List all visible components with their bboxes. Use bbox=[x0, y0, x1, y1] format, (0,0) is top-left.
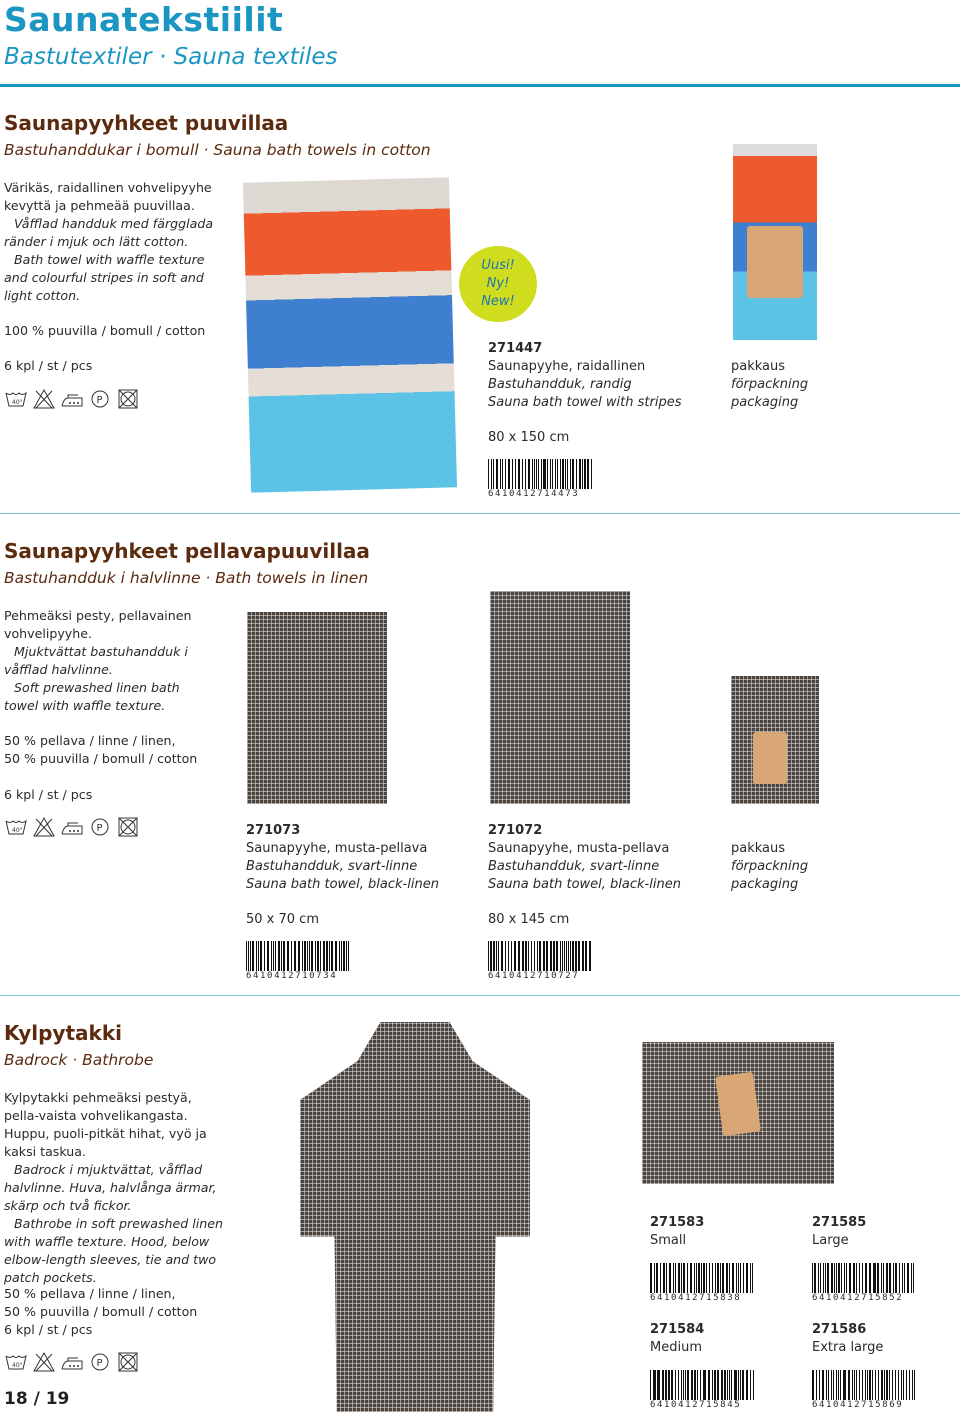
product-info bbox=[650, 1214, 704, 1250]
barcode-bars bbox=[812, 1263, 916, 1293]
material bbox=[4, 1285, 197, 1339]
product-code: 271583 bbox=[650, 1215, 705, 1230]
section-title: Saunapyyhkeet pellavapuuvillaa bbox=[4, 539, 370, 563]
material bbox=[4, 732, 197, 768]
material-line: 50 % puuvilla / bomull / cotton bbox=[4, 751, 198, 766]
barcode-bars bbox=[650, 1263, 754, 1293]
page-number: 18 / 19 bbox=[4, 1389, 70, 1409]
dryclean-p-icon bbox=[88, 1351, 112, 1373]
product-name-sv: Bastuhandduk, randig bbox=[488, 377, 632, 392]
iron-high-icon bbox=[60, 816, 84, 838]
desc-fi: Värikäs, raidallinen vohvelipyyhe kevyttä ja pehmeää puuvillaa. bbox=[4, 180, 212, 213]
care-icons bbox=[4, 1351, 140, 1373]
wash-40-icon bbox=[4, 816, 28, 838]
packaged-linen-towel-image bbox=[731, 676, 819, 804]
section-title: Kylpytakki bbox=[4, 1021, 122, 1045]
care-icons bbox=[4, 816, 140, 838]
iron-high-icon bbox=[60, 1351, 84, 1373]
svg-text:P: P bbox=[96, 395, 103, 406]
barcode-bars bbox=[488, 941, 592, 971]
description bbox=[4, 179, 214, 305]
svg-text:40°: 40° bbox=[12, 827, 23, 834]
badge-en: New! bbox=[481, 294, 515, 309]
quantity: 6 kpl / st / pcs bbox=[4, 358, 93, 373]
barcode bbox=[488, 941, 592, 981]
product-name-en: Sauna bath towel, black-linen bbox=[246, 877, 439, 892]
material-line: 50 % pellava / linne / linen, bbox=[4, 733, 176, 748]
quantity: 6 kpl / st / pcs bbox=[4, 787, 93, 802]
divider bbox=[0, 995, 960, 996]
desc-sv: Mjuktvättat bastuhandduk i våfflad halvlinne. bbox=[4, 644, 188, 677]
packaged-bathrobe-image bbox=[642, 1042, 834, 1184]
barcode-bars bbox=[812, 1370, 916, 1400]
desc-fi: Kylpytakki pehmeäksi pestyä, pella-vaista vohvelikangasta. Huppu, puoli-pitkät hihat, vyö ja kaksi taskua. bbox=[4, 1090, 207, 1159]
barcode bbox=[650, 1263, 754, 1303]
barcode-number: 6410412715869 bbox=[812, 1400, 916, 1410]
product-size: Extra large bbox=[812, 1340, 884, 1355]
material: 100 % puuvilla / bomull / cotton bbox=[4, 323, 206, 338]
packaging-label bbox=[731, 840, 808, 894]
product-name-fi: Saunapyyhe, musta-pellava bbox=[488, 841, 670, 856]
barcode-bars bbox=[488, 459, 592, 489]
divider bbox=[0, 513, 960, 514]
material-line: 50 % puuvilla / bomull / cotton bbox=[4, 1304, 198, 1319]
no-bleach-icon bbox=[32, 816, 56, 838]
product-name-en: Sauna bath towel, black-linen bbox=[488, 877, 681, 892]
striped-towel-image bbox=[243, 177, 457, 492]
barcode-bars bbox=[650, 1370, 754, 1400]
care-icons bbox=[4, 388, 140, 410]
product-code: 271072 bbox=[488, 823, 543, 838]
small-towel-image bbox=[247, 612, 387, 804]
barcode-number: 6410412715852 bbox=[812, 1293, 916, 1303]
section-subtitle: Bastuhandduk i halvlinne · Bath towels in linen bbox=[4, 569, 369, 587]
desc-en: Soft prewashed linen bath towel with waffle texture. bbox=[4, 680, 180, 713]
svg-text:40°: 40° bbox=[12, 1362, 23, 1369]
section-title: Saunapyyhkeet puuvillaa bbox=[4, 111, 289, 135]
bathrobe-image bbox=[300, 1022, 530, 1412]
section-subtitle: Badrock · Bathrobe bbox=[4, 1051, 154, 1069]
material-line: 50 % pellava / linne / linen, bbox=[4, 1286, 176, 1301]
desc-sv: Våfflad handduk med färgglada ränder i mjuk och lätt cotton. bbox=[4, 216, 214, 249]
product-size: Medium bbox=[650, 1340, 702, 1355]
no-tumble-dry-icon bbox=[116, 1351, 140, 1373]
barcode bbox=[246, 941, 350, 981]
product-name-sv: Bastuhandduk, svart-linne bbox=[246, 859, 418, 874]
barcode-bars bbox=[246, 941, 350, 971]
no-tumble-dry-icon bbox=[116, 816, 140, 838]
product-name-en: Sauna bath towel with stripes bbox=[488, 395, 682, 410]
wash-40-icon bbox=[4, 388, 28, 410]
iron-high-icon bbox=[60, 388, 84, 410]
divider bbox=[0, 84, 960, 87]
product-info bbox=[650, 1321, 704, 1357]
page-title: Saunatekstiilit bbox=[4, 0, 284, 39]
barcode-number: 6410412714473 bbox=[488, 489, 592, 499]
product-size: 80 x 150 cm bbox=[488, 430, 570, 445]
packaging-fi: pakkaus bbox=[731, 359, 786, 374]
packaging-fi: pakkaus bbox=[731, 841, 786, 856]
product-info bbox=[812, 1321, 883, 1357]
desc-en: Bath towel with waffle texture and colourful stripes in soft and light cotton. bbox=[4, 252, 205, 303]
no-bleach-icon bbox=[32, 1351, 56, 1373]
section-subtitle: Bastuhanddukar i bomull · Sauna bath towels in cotton bbox=[4, 141, 431, 159]
badge-fi: Uusi! bbox=[481, 258, 515, 273]
description bbox=[4, 1089, 229, 1287]
product-info bbox=[488, 340, 681, 412]
product-code: 271584 bbox=[650, 1322, 705, 1337]
barcode-number: 6410412715845 bbox=[650, 1400, 754, 1410]
desc-fi: Pehmeäksi pesty, pellavainen vohvelipyyhe. bbox=[4, 608, 192, 641]
product-info bbox=[488, 822, 681, 894]
barcode-number: 6410412715838 bbox=[650, 1293, 754, 1303]
no-tumble-dry-icon bbox=[116, 388, 140, 410]
desc-en: Bathrobe in soft prewashed linen with waffle texture. Hood, below elbow-length sleeves, tie and two patch pockets. bbox=[4, 1216, 223, 1285]
packaging-sv: förpackning bbox=[731, 859, 809, 874]
product-name-sv: Bastuhandduk, svart-linne bbox=[488, 859, 660, 874]
svg-text:P: P bbox=[96, 823, 103, 834]
dryclean-p-icon bbox=[88, 816, 112, 838]
product-size: 50 x 70 cm bbox=[246, 912, 319, 927]
packaging-en: packaging bbox=[731, 395, 799, 410]
wash-40-icon bbox=[4, 1351, 28, 1373]
product-name-fi: Saunapyyhe, raidallinen bbox=[488, 359, 646, 374]
packaging-sv: förpackning bbox=[731, 377, 809, 392]
product-size: Small bbox=[650, 1233, 687, 1248]
product-code: 271447 bbox=[488, 341, 543, 356]
product-info bbox=[812, 1214, 866, 1250]
barcode-number: 6410412710734 bbox=[246, 971, 350, 981]
page-subtitle: Bastutextiler · Sauna textiles bbox=[4, 44, 338, 70]
svg-text:P: P bbox=[96, 1358, 103, 1369]
barcode-number: 6410412710727 bbox=[488, 971, 592, 981]
svg-text:40°: 40° bbox=[12, 399, 23, 406]
description bbox=[4, 607, 204, 715]
barcode bbox=[812, 1263, 916, 1303]
packaging-en: packaging bbox=[731, 877, 799, 892]
quantity: 6 kpl / st / pcs bbox=[4, 1322, 93, 1337]
no-bleach-icon bbox=[32, 388, 56, 410]
badge-sv: Ny! bbox=[486, 276, 510, 291]
product-info bbox=[246, 822, 439, 894]
large-towel-image bbox=[490, 591, 630, 804]
product-code: 271585 bbox=[812, 1215, 867, 1230]
product-size: Large bbox=[812, 1233, 849, 1248]
new-badge bbox=[459, 246, 537, 322]
packaging-label bbox=[731, 358, 808, 412]
product-name-fi: Saunapyyhe, musta-pellava bbox=[246, 841, 428, 856]
barcode bbox=[488, 459, 592, 499]
desc-sv: Badrock i mjuktvättat, våfflad halvlinne. Huva, halvlånga ärmar, skärp och två fickor. bbox=[4, 1162, 217, 1213]
product-size: 80 x 145 cm bbox=[488, 912, 570, 927]
product-code: 271586 bbox=[812, 1322, 867, 1337]
barcode bbox=[650, 1370, 754, 1410]
product-code: 271073 bbox=[246, 823, 301, 838]
barcode bbox=[812, 1370, 916, 1410]
dryclean-p-icon bbox=[88, 388, 112, 410]
packaged-towel-image bbox=[733, 144, 817, 340]
